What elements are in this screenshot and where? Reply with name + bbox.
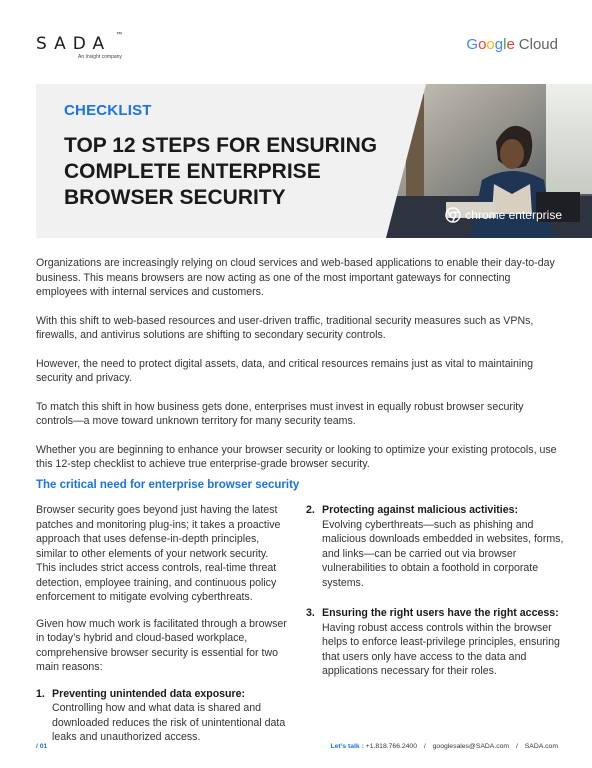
list-item-number: 2. <box>306 504 315 516</box>
list-item-body <box>322 606 564 679</box>
sada-tagline: An Insight company <box>78 54 122 60</box>
google-letter: o <box>486 36 495 53</box>
list-item-body <box>322 503 564 590</box>
google-letter: G <box>466 36 479 53</box>
list-item-text: Controlling how and what data is shared and downloaded reduces the risk of unintentional data leaks and unauthorized access. <box>52 702 286 743</box>
list-item <box>306 503 564 590</box>
intro-paragraph: However, the need to protect digital assets, data, and critical resources remains just as vital to maintaining security and privacy. <box>36 357 533 384</box>
contact-line <box>331 743 559 750</box>
cloud-wordmark: Cloud <box>518 36 558 53</box>
list-item <box>306 606 564 679</box>
page-header <box>0 0 592 70</box>
google-letter: o <box>478 36 487 53</box>
intro-paragraph: Organizations are increasingly relying on cloud services and web-based applications to enable their day-to-day business. This means browsers are now acting as one of the most important gateways for connecting employees with internal services and customers. <box>36 257 555 298</box>
sada-wordmark: SADA <box>36 34 112 54</box>
intro-body <box>36 256 558 486</box>
google-cloud-logo <box>466 36 558 53</box>
chrome-enterprise-badge <box>445 207 562 223</box>
list-item-number: 1. <box>36 687 45 700</box>
intro-paragraph: Whether you are beginning to enhance your browser security or looking to optimize your existing protocols, use this 12-step checklist to achieve true enterprise-grade browser security. <box>36 443 557 470</box>
separator: / <box>515 743 518 750</box>
eyebrow-label: CHECKLIST <box>64 102 152 119</box>
page-number: / 01 <box>36 743 48 750</box>
list-item-text: Evolving cyberthreats—such as phishing and malicious downloads embedded in websites, forms, and links—can be carried out via browser vulnerabilities to obtain a foothold in corporate systems. <box>322 518 564 589</box>
website-link[interactable]: SADA.com <box>524 743 558 750</box>
separator: / <box>423 743 426 750</box>
phone-link[interactable]: +1.818.766.2400 <box>365 743 417 750</box>
list-item-title: Ensuring the right users have the right access: <box>322 607 559 619</box>
chrome-enterprise-label: chrome enterprise <box>465 208 562 222</box>
chrome-icon <box>445 207 461 223</box>
email-link[interactable]: googlesales@SADA.com <box>432 743 510 750</box>
list-item-number: 3. <box>306 607 315 619</box>
section-paragraph: Given how much work is facilitated through a browser in today’s hybrid and cloud-based workplace, comprehensive browser security is essential for two main reasons: <box>36 617 287 673</box>
section-heading: The critical need for enterprise browser security <box>36 479 300 491</box>
google-letter: g <box>494 36 504 53</box>
list-item-title: Preventing unintended data exposure: <box>52 687 246 700</box>
list-item-title: Protecting against malicious activities: <box>322 504 519 516</box>
list-item <box>36 687 288 745</box>
intro-paragraph: With this shift to web-based resources and user-driven traffic, traditional security measures such as VPNs, firewalls, and antivirus solutions are shifting to secondary security controls. <box>36 314 534 341</box>
google-wordmark <box>466 36 514 53</box>
sada-logo <box>36 32 122 60</box>
intro-paragraph: To match this shift in how business gets done, enterprises must invest in equally robust browser security controls—a move toward unknown territory for many security teams. <box>36 400 524 427</box>
sada-trademark: ™ <box>116 32 122 38</box>
lets-talk-label: Let’s talk : <box>330 743 364 750</box>
page-title: TOP 12 STEPS FOR ENSURING COMPLETE ENTERPRISE BROWSER SECURITY <box>64 134 378 209</box>
right-column <box>306 503 564 691</box>
list-item-text: Having robust access controls within the browser helps to enforce least-privilege principles, ensuring that users only have access to the data and applications necessary for their roles. <box>322 621 560 677</box>
section-paragraph: Browser security goes beyond just having the latest patches and monitoring plug-ins; it takes a proactive approach that uses defense-in-depth principles, similar to other elements of your network security. This includes strict access controls, real-time threat detection, employee training, and continuous policy enforcement to mitigate evolving cyberthreats. <box>36 504 281 603</box>
left-column <box>36 503 288 757</box>
google-letter: e <box>506 36 515 53</box>
list-item-body <box>52 687 288 745</box>
hero-text <box>64 102 394 211</box>
google-letter: l <box>503 36 507 53</box>
hero-banner <box>36 84 592 238</box>
